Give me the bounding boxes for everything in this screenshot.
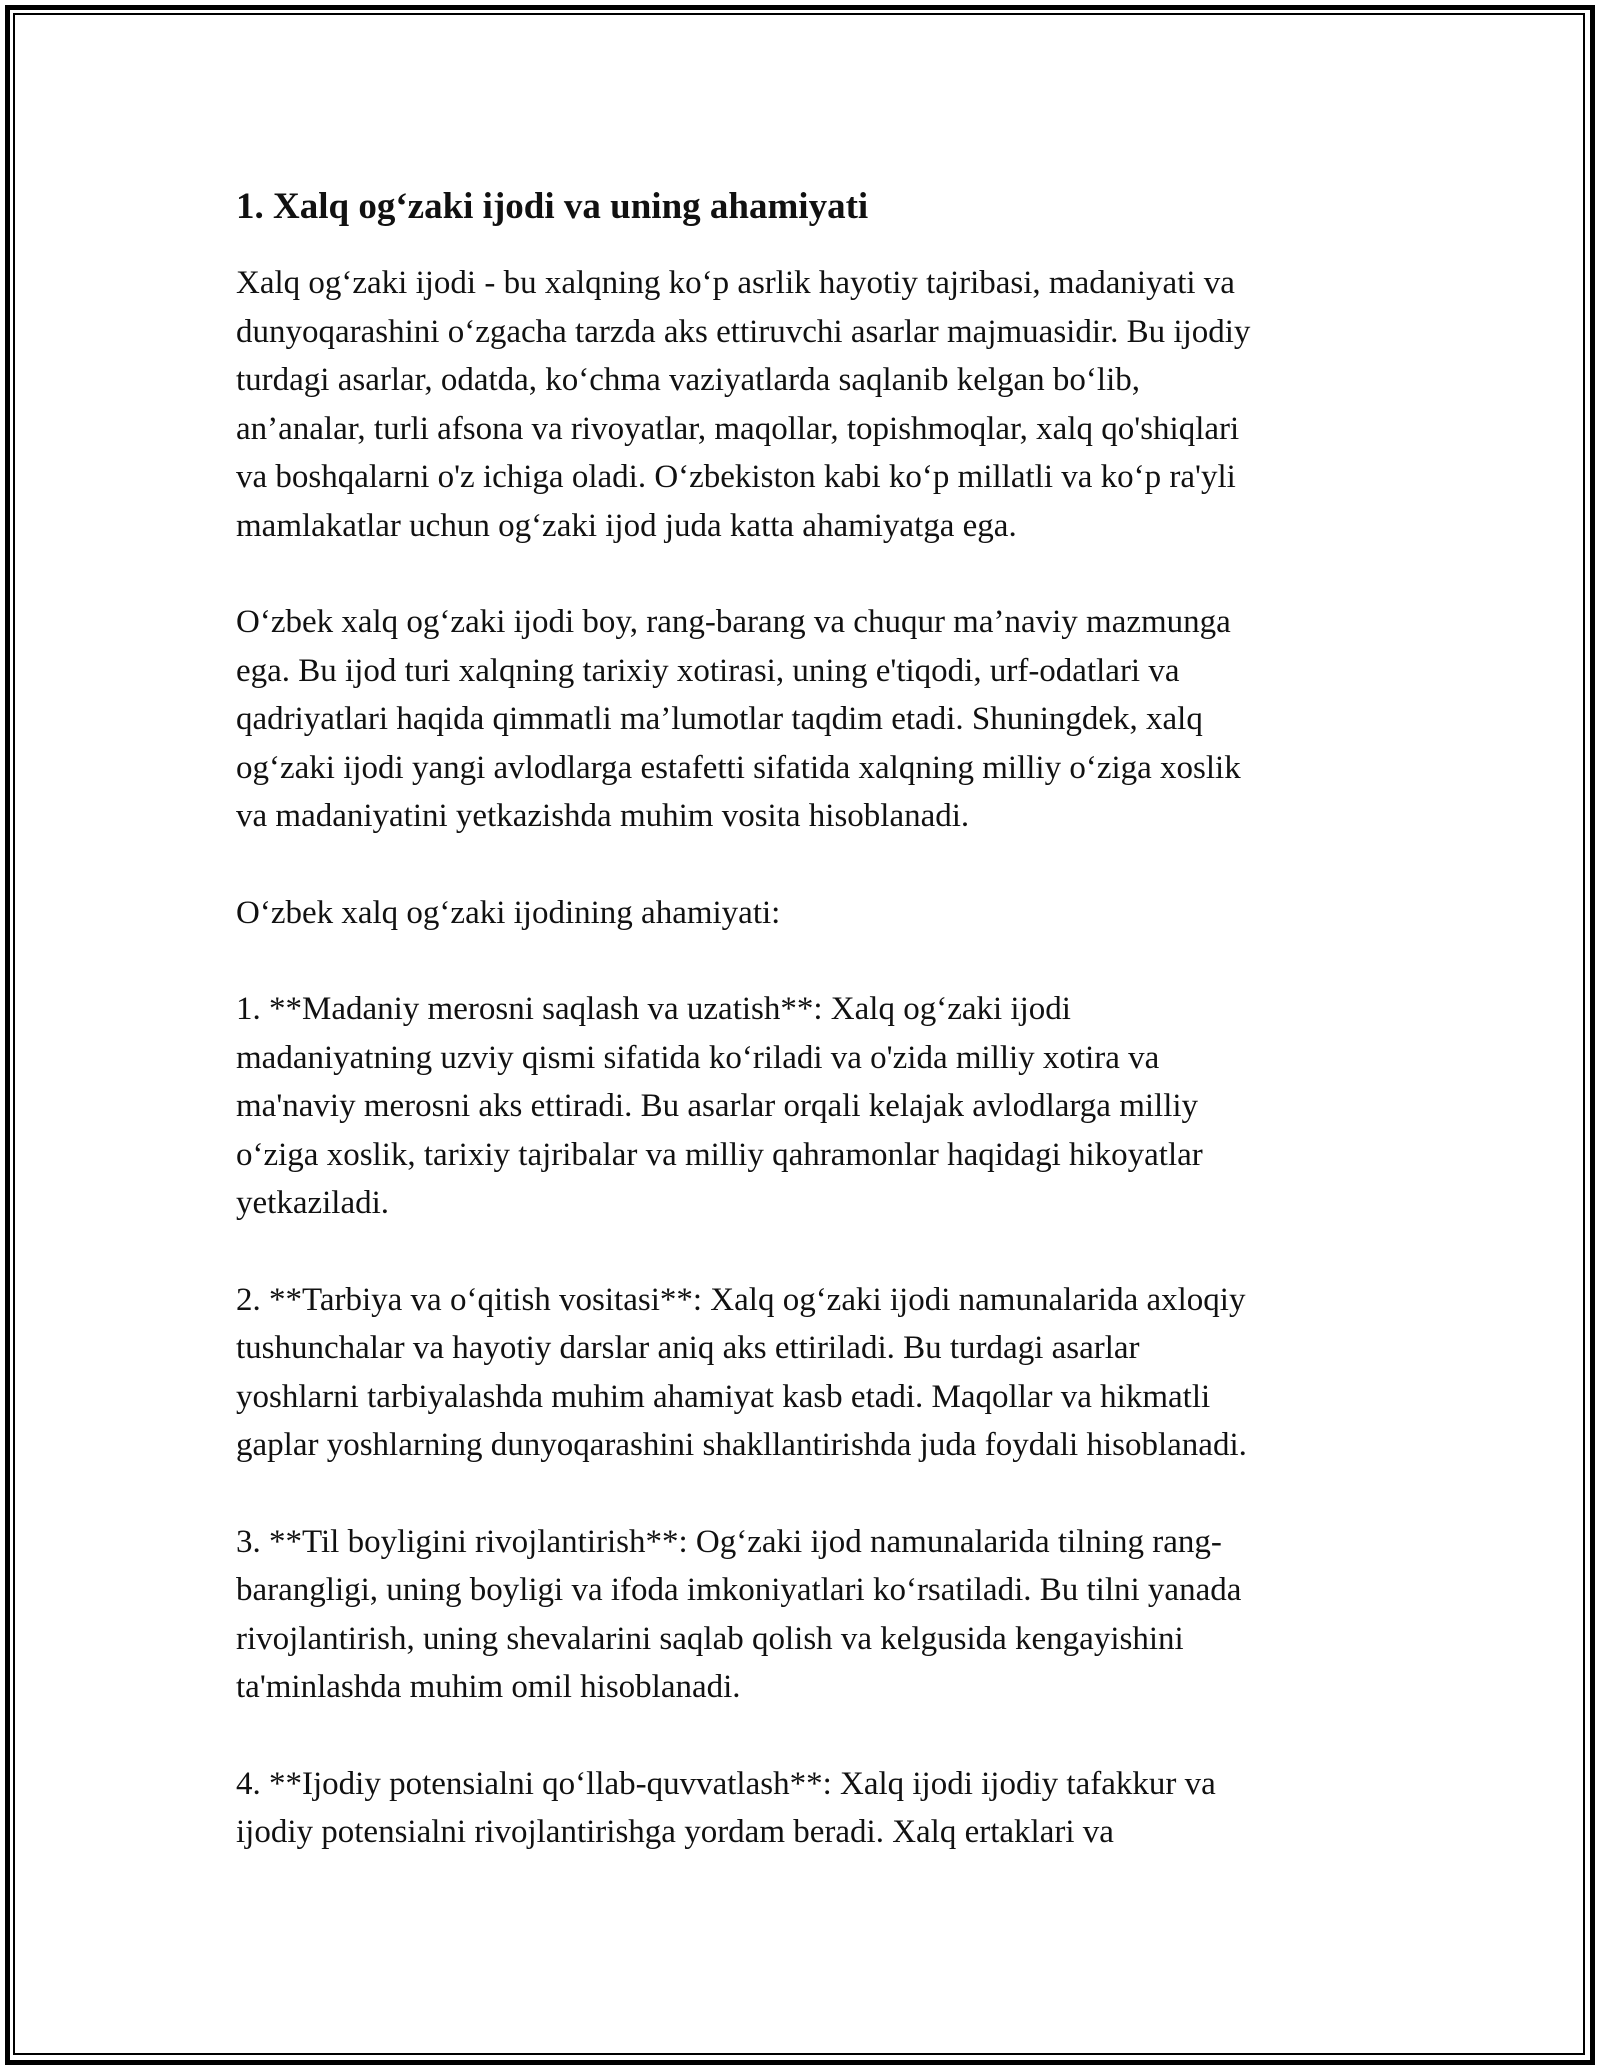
paragraph-line: O‘zbek xalq og‘zaki ijodi boy, rang-barang va chuqur ma’naviy mazmunga: [236, 604, 1231, 640]
paragraph-line: gaplar yoshlarning dunyoqarashini shakllantirishda juda foydali hisoblanadi.: [236, 1427, 1247, 1463]
paragraph-line: ta'minlashda muhim omil hisoblanadi.: [236, 1669, 741, 1705]
paragraph-line: ega. Bu ijod turi xalqning tarixiy xotirasi, uning e'tiqodi, urf-odatlari va: [236, 652, 1180, 689]
paragraph-line: ma'naviy merosni aks ettiradi. Bu asarlar orqali kelajak avlodlarga milliy: [236, 1088, 1199, 1124]
list-item-3: [236, 1518, 1366, 1712]
list-item-4: [236, 1760, 1366, 1857]
paragraph-line: va madaniyatini yetkazishda muhim vosita hisoblanadi.: [236, 798, 970, 834]
paragraph-line: yetkaziladi.: [236, 1185, 390, 1221]
paragraph-line: mamlakatlar uchun og‘zaki ijod juda katta ahamiyatga ega.: [236, 507, 1017, 544]
paragraph-line: 2. **Tarbiya va o‘qitish vositasi**: Xalq og‘zaki ijodi namunalarida axloqiy: [236, 1281, 1246, 1318]
paragraph-line: rivojlantirish, uning shevalarini saqlab qolish va kelgusida kengayishini: [236, 1620, 1184, 1657]
paragraph-line: Xalq og‘zaki ijodi - bu xalqning ko‘p asrlik hayotiy tajribasi, madaniyati va: [236, 265, 1235, 301]
paragraph-line: an’analar, turli afsona va rivoyatlar, maqollar, topishmoqlar, xalq qo'shiqlari: [236, 410, 1240, 447]
paragraph-line: yoshlarni tarbiyalashda muhim ahamiyat kasb etadi. Maqollar va hikmatli: [236, 1378, 1211, 1415]
document-body: [236, 185, 1366, 1905]
paragraph-line: 4. **Ijodiy potensialni qo‘llab-quvvatlash**: Xalq ijodi ijodiy tafakkur va: [236, 1765, 1216, 1802]
list-item-2: [236, 1276, 1366, 1470]
paragraph-line: ijodiy potensialni rivojlantirishga yordam beradi. Xalq ertaklari va: [236, 1814, 1114, 1850]
paragraph-intro: [236, 259, 1366, 550]
section-heading: 1. Xalq og‘zaki ijodi va uning ahamiyati: [236, 186, 869, 227]
paragraph-uzbek-folklore: [236, 598, 1366, 841]
paragraph-line: madaniyatning uzviy qismi sifatida ko‘riladi va o'zida milliy xotira va: [236, 1039, 1160, 1076]
paragraph-line: O‘zbek xalq og‘zaki ijodining ahamiyati:: [236, 894, 781, 931]
paragraph-line: dunyoqarashini o‘zgacha tarzda aks ettiruvchi asarlar majmuasidir. Bu ijodiy: [236, 313, 1251, 350]
list-item-1: [236, 985, 1366, 1228]
paragraph-line: o‘ziga xoslik, tarixiy tajribalar va milliy qahramonlar haqidagi hikoyatlar: [236, 1136, 1203, 1173]
paragraph-line: va boshqalarni o'z ichiga oladi. O‘zbekiston kabi ko‘p millatli va ko‘p ra'yli: [236, 459, 1236, 495]
paragraph-line: og‘zaki ijodi yangi avlodlarga estafetti sifatida xalqning milliy o‘ziga xoslik: [236, 749, 1241, 786]
paragraph-importance-intro: [236, 889, 1366, 938]
paragraph-line: barangligi, uning boyligi va ifoda imkoniyatlari ko‘rsatiladi. Bu tilni yanada: [236, 1572, 1242, 1608]
paragraph-line: turdagi asarlar, odatda, ko‘chma vaziyatlarda saqlanib kelgan bo‘lib,: [236, 362, 1140, 398]
paragraph-line: 3. **Til boyligini rivojlantirish**: Og‘zaki ijod namunalarida tilning rang-: [236, 1523, 1222, 1560]
paragraph-line: 1. **Madaniy merosni saqlash va uzatish**: Xalq og‘zaki ijodi: [236, 991, 1071, 1027]
paragraph-line: tushunchalar va hayotiy darslar aniq aks ettiriladi. Bu turdagi asarlar: [236, 1330, 1140, 1366]
paragraph-line: qadriyatlari haqida qimmatli ma’lumotlar taqdim etadi. Shuningdek, xalq: [236, 701, 1203, 737]
